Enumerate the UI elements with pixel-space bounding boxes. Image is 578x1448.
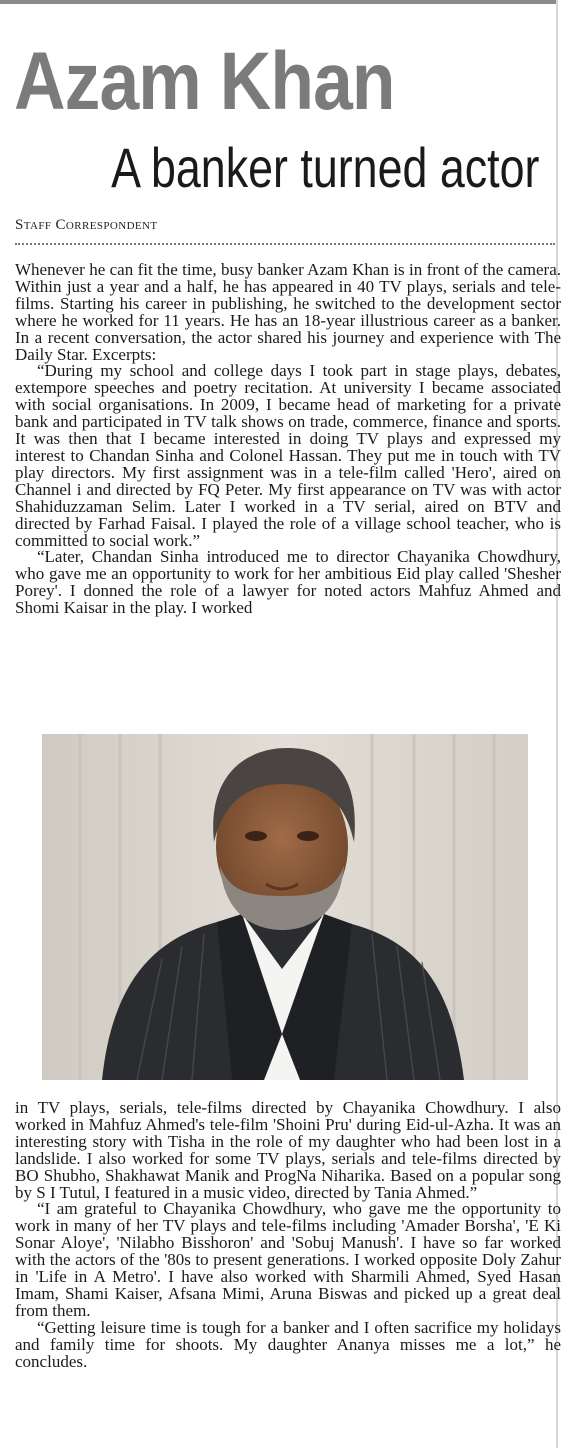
portrait-photo: [42, 734, 528, 1080]
paragraph: in TV plays, serials, tele-films directed by Chayanika Chowdhury. I also worked in Mahfuz Ahmed's tele-film 'Shoini Pru' during Eid-ul-Azha. It was an interesting story with Tisha in the role of my daughter who had been lost in a landslide. I also worked for some TV plays, serials and tele-films directed by BO Shubho, Shakhawat Manik and ProgNa Niharika. Based on a popular song by S I Tutul, I featured in a music video, directed by Tania Ahmed.”: [15, 1098, 561, 1202]
headline: Azam Khan: [14, 36, 395, 127]
paragraph: “Getting leisure time is tough for a banker and I often sacrifice my holidays and family time for shoots. My daughter Ananya misses me a lot,” he concludes.: [15, 1317, 561, 1371]
paragraph: “Later, Chandan Sinha introduced me to director Chayanika Chowdhury, who gave me an opportunity to work for her ambitious Eid play called 'Shesher Porey'. I donned the role of a lawyer for noted actors Mahfuz Ahmed and Shomi Kaisar in the play. I worked: [15, 547, 561, 618]
top-rule: [0, 0, 557, 4]
paragraph: “During my school and college days I took part in stage plays, debates, extempore speeches and poetry recitation. At university I became associated with social organisations. In 2009, I became head of marketing for a private bank and participated in TV talk shows on trade, commerce, finance and sports. It was then that I became interested in doing TV plays and expressed my interest to Chandan Sinha and Colonel Hassan. They put me in touch with TV play directors. My first assignment was in a tele-film called 'Hero', aired on Channel i and directed by FQ Peter. My first appearance on TV was with actor Shahiduzzaman Selim. Later I worked in a TV serial, aired on BTV and directed by Farhad Faisal. I played the role of a village school teacher, who is committed to social work.”: [15, 361, 561, 550]
dotted-separator: [15, 243, 555, 245]
subheadline: A banker turned actor: [110, 136, 539, 199]
byline: Staff Correspondent: [15, 217, 158, 233]
paragraph: “I am grateful to Chayanika Chowdhury, who gave me the opportunity to work in many of her TV plays and tele-films including 'Amader Borsha', 'E Ki Sonar Aloye', 'Nilabho Bisshoron' and 'Sobuj Manush'. I have so far worked with the actors of the '80s to present generations. I worked opposite Doly Zahur in 'Life in A Metro'. I have also worked with Sharmili Ahmed, Syed Hasan Imam, Shami Kaiser, Afsana Mimi, Aruna Biswas and picked up a great deal from them.: [15, 1199, 561, 1320]
portrait-photo-icon: [42, 734, 528, 1080]
paragraph: Whenever he can fit the time, busy banker Azam Khan is in front of the camera. Within just a year and a half, he has appeared in 40 TV plays, serials and tele-films. Starting his career in publishing, he switched to the development sector where he worked for 11 years. He has an 18-year illustrious career as a banker. In a recent conversation, the actor shared his journey and experience with The Daily Star. Excerpts:: [15, 260, 561, 364]
article-body-bottom: [15, 1100, 561, 1371]
article-body-top: [15, 262, 561, 617]
